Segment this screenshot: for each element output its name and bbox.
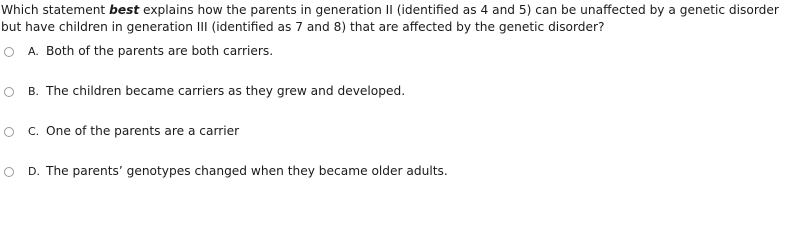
question-prefix: Which statement [1,3,110,17]
option-letter-c: C. [28,125,40,138]
option-letter-a: A. [28,45,39,58]
answer-option-c[interactable] [0,122,300,142]
question-emphasis: best [109,3,140,17]
option-letter-d: D. [28,165,40,178]
radio-button-a[interactable] [4,47,14,57]
answer-option-d[interactable] [0,162,460,182]
radio-button-c[interactable] [4,127,14,137]
question-text [1,2,799,36]
radio-button-d[interactable] [4,167,14,177]
option-text-c: One of the parents are a carrier [46,124,240,138]
answer-option-a[interactable] [0,42,400,62]
question-suffix: explains how the parents in generation II (identified as 4 and 5) can be unaffected by a genetic disorder but have children in generation III (identified as 7 and 8) that are affected by the genetic disorder? [1,3,779,34]
option-text-d: The parents’ genotypes changed when they became older adults. [46,164,448,178]
option-text-b: The children became carriers as they grew and developed. [46,84,406,98]
answer-option-b[interactable] [0,82,420,102]
option-text-a: Both of the parents are both carriers. [46,44,274,58]
radio-button-b[interactable] [4,87,14,97]
option-letter-b: B. [28,85,40,98]
